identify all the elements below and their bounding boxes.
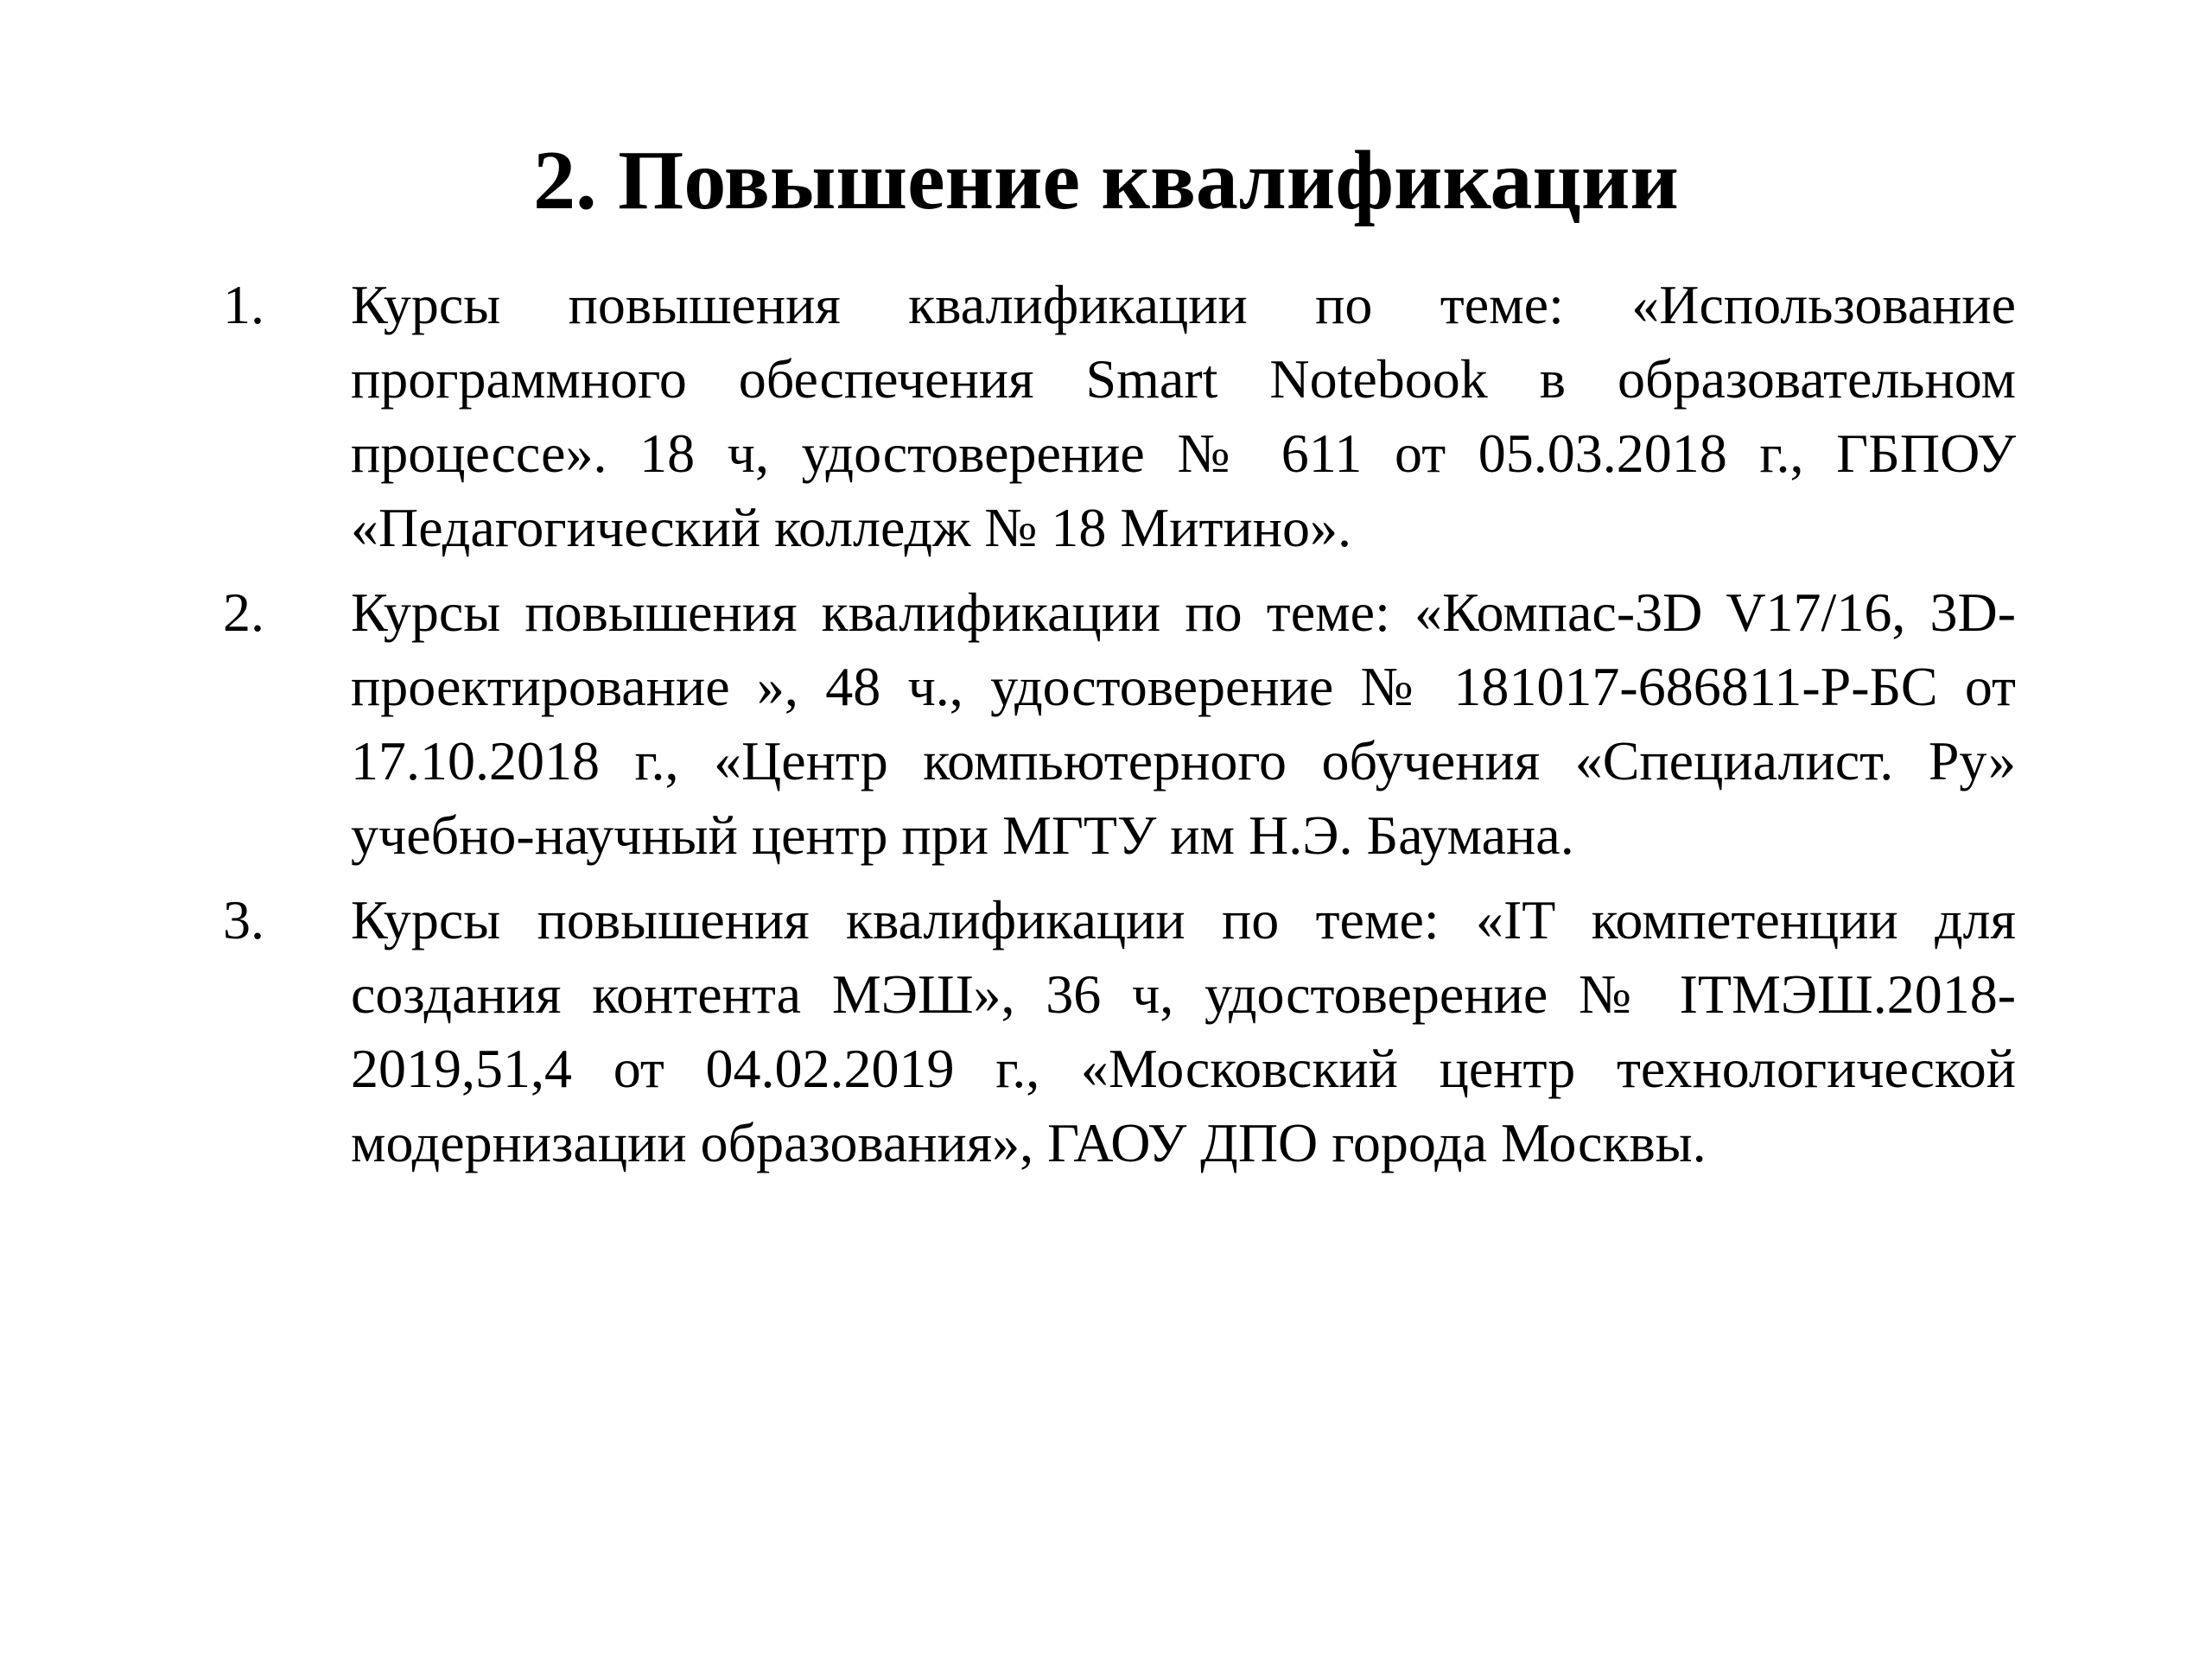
- list-item-number: 3.: [223, 889, 264, 950]
- list-item-number: 2.: [223, 582, 264, 643]
- page-title: 2. Повышение квалификации: [533, 133, 1679, 227]
- list-item-text: Курсы повышения квалификации по теме: «IT компетенции для создания контента МЭШ», 36 ч, удостоверение № ITМЭШ.2018-2019,51,4 от 04.02.2019 г., «Московский центр технологической модернизации образования», ГАОУ ДПО города Москвы.: [351, 889, 2016, 1173]
- list-item: [223, 883, 2016, 1180]
- list-item: [223, 268, 2016, 565]
- list-item-text: Курсы повышения квалификации по теме: «Компас-3D V17/16, 3D-проектирование », 48 ч., удостоверение № 181017-686811-Р-БС от 17.10.2018 г., «Центр компьютерного обучения «Специалист. Ру» учебно-научный центр при МГТУ им Н.Э. Баумана.: [351, 582, 2016, 866]
- list-item: [223, 575, 2016, 873]
- list-item-text: Курсы повышения квалификации по теме: «Использование программного обеспечения Smart Notebook в образовательном процессе». 18 ч, удостоверение № 611 от 05.03.2018 г., ГБПОУ «Педагогический колледж № 18 Митино».: [351, 274, 2016, 558]
- qualification-list: [223, 268, 2016, 1191]
- list-item-number: 1.: [223, 274, 264, 335]
